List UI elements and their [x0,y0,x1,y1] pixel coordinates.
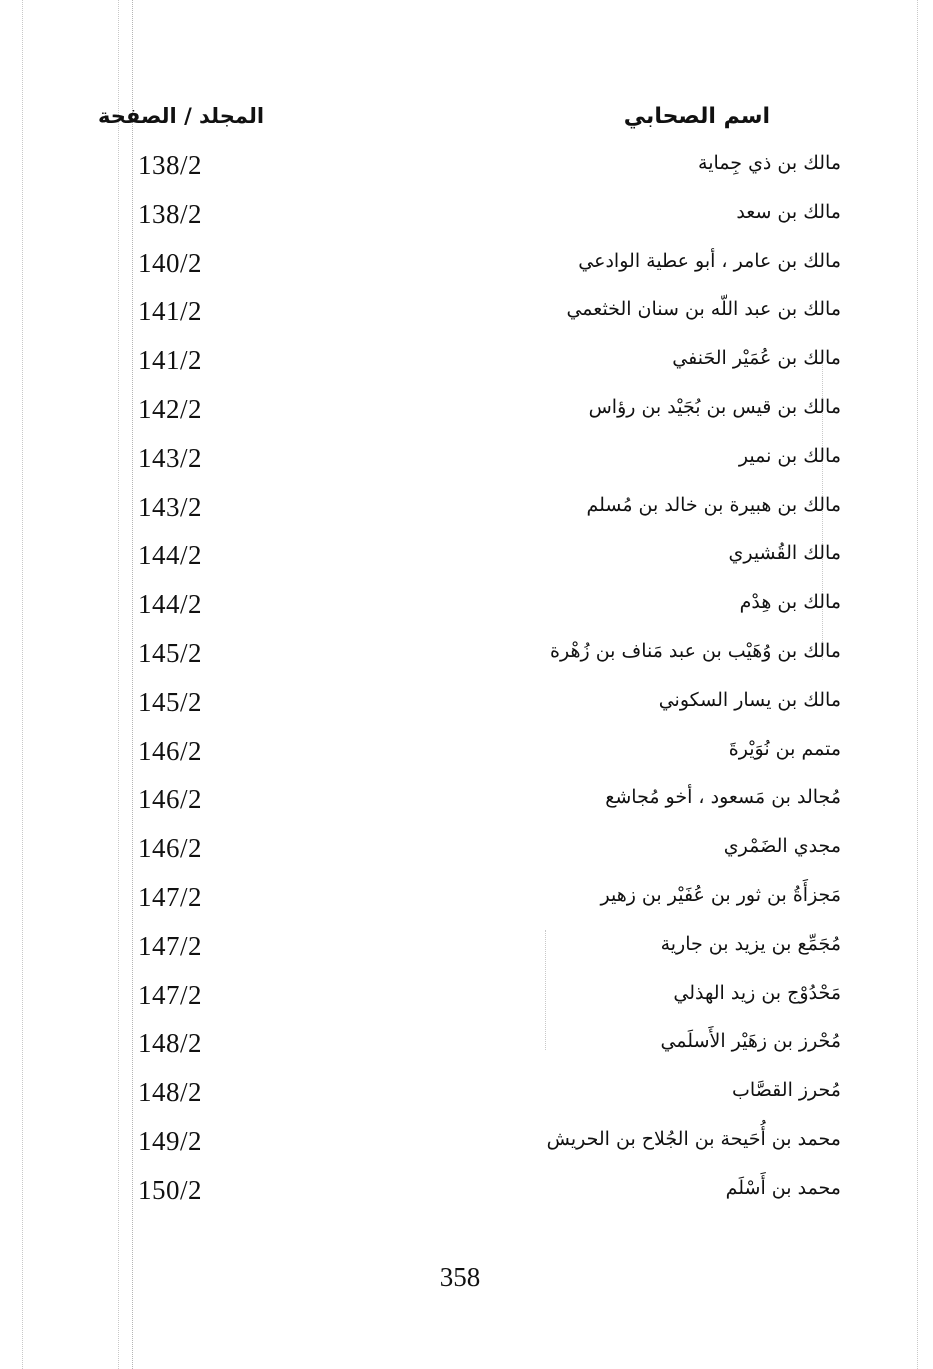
list-item [0,390,933,439]
volume-page-reference: 144/2 [138,589,203,620]
companion-name: مالك بن هِدْم [739,591,841,614]
volume-page-reference: 142/2 [138,393,203,424]
list-item [0,878,933,927]
companion-name: محمد بن أَسْلَم [725,1176,841,1199]
volume-page-reference: 145/2 [138,686,203,717]
volume-page-reference: 145/2 [138,637,203,668]
list-item [0,439,933,488]
list-item [0,683,933,732]
companion-name: مَجزأَةُ بن ثور بن عُفَيْر بن زهير [600,883,841,906]
companion-index-list [0,146,933,1220]
list-item [0,732,933,781]
companion-name: مالك بن ذي جِماية [698,152,841,174]
volume-page-reference: 143/2 [138,491,203,522]
volume-page-reference: 148/2 [138,1077,203,1108]
list-item [0,927,933,976]
volume-page-reference: 146/2 [138,784,203,815]
volume-page-reference: 148/2 [138,1028,203,1059]
volume-page-reference: 150/2 [138,1174,203,1205]
list-item [0,1073,933,1122]
companion-name: مالك بن سعد [736,200,841,223]
companion-name: مُحرز القصَّاب [732,1079,841,1102]
list-item [0,292,933,341]
volume-page-reference: 141/2 [138,296,203,327]
page-column-header: المجلد / الصفحة [98,104,265,128]
companion-name: مالك بن عبد اللّه بن سنان الخثعمي [566,298,841,321]
companion-name: مالك بن هبيرة بن خالد بن مُسلم [586,493,841,516]
list-item [0,341,933,390]
companion-name: مالك بن عامر ، أبو عطية الوادعي [578,249,841,272]
volume-page-reference: 147/2 [138,930,203,961]
name-column-header: اسم الصحابي [623,104,770,129]
page-number: 358 [439,1262,481,1292]
list-item [0,244,933,293]
list-item [0,536,933,585]
companion-name: مُجالد بن مَسعود ، أخو مُجاشع [605,786,841,809]
companion-name: محمد بن أُحَيحة بن الجُلاح بن الحريش [546,1127,841,1150]
companion-name: مجدي الضَمْري [723,835,841,858]
volume-page-reference: 138/2 [138,150,203,180]
list-item [0,1024,933,1073]
volume-page-reference: 149/2 [138,1125,203,1156]
volume-page-reference: 138/2 [138,198,203,229]
volume-page-reference: 143/2 [138,442,203,473]
volume-page-reference: 144/2 [138,540,203,571]
companion-name: مَحْدُوْج بن زيد الهذلي [673,981,841,1004]
volume-page-reference: 141/2 [138,345,203,376]
companion-name: متمم بن نُوَيْرةَ [728,737,841,760]
list-item [0,780,933,829]
companion-name: مُجَمِّع بن يزيد بن جارية [660,932,841,955]
list-item [0,1122,933,1171]
companion-name: مالك بن وُهَيْب بن عبد مَناف بن زُهْرة [550,639,841,662]
list-item [0,146,933,195]
volume-page-reference: 146/2 [138,833,203,864]
volume-page-reference: 147/2 [138,979,203,1010]
list-item [0,976,933,1025]
companion-name: مُحْرز بن زهَيْر الأَسلَمي [660,1030,841,1053]
volume-page-reference: 140/2 [138,247,203,278]
list-item [0,829,933,878]
list-item [0,195,933,244]
companion-name: مالك بن عُمَيْر الحَنفي [672,347,841,370]
companion-name: مالك بن يسار السكوني [658,688,841,711]
companion-name: مالك القُشيري [728,542,841,565]
volume-page-reference: 147/2 [138,881,203,912]
companion-name: مالك بن نمير [738,444,841,467]
list-item [0,634,933,683]
table-header [80,104,840,134]
list-item [0,488,933,537]
list-item [0,1171,933,1220]
list-item [0,585,933,634]
companion-name: مالك بن قيس بن بُجَيْد بن رؤاس [588,395,841,418]
volume-page-reference: 146/2 [138,735,203,766]
